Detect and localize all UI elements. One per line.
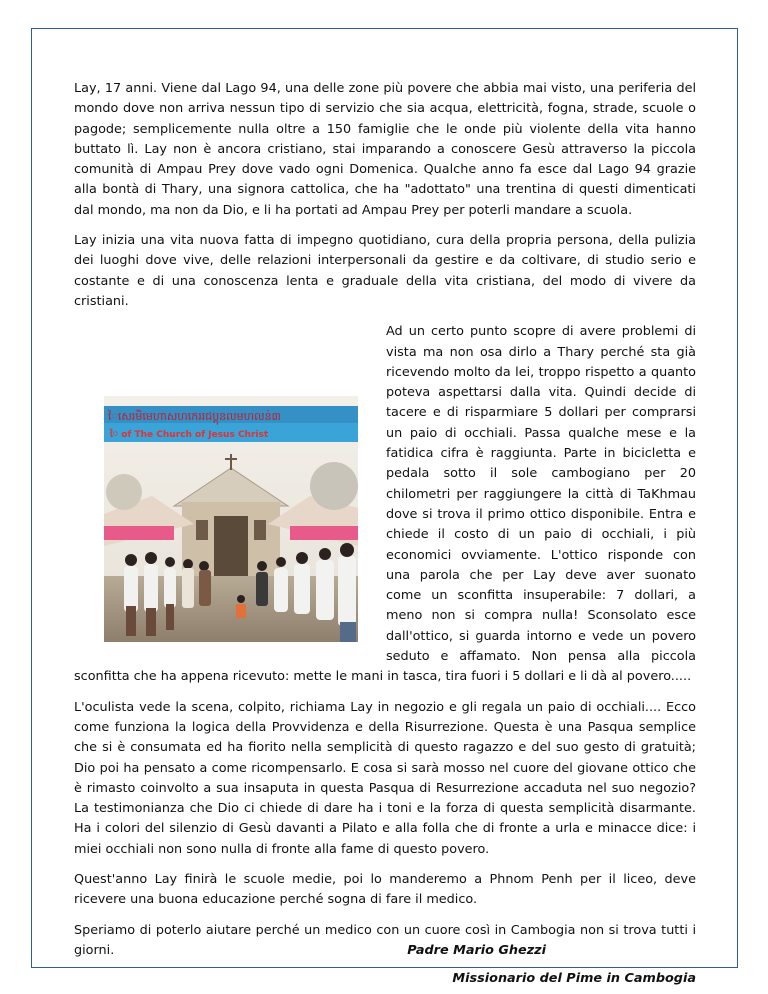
church-photo-image: [104, 396, 358, 642]
article-body: [74, 79, 696, 990]
paragraph-5: Quest'anno Lay finirà le scuole medie, poi lo manderemo a Phnom Penh per il liceo, deve ricevere una buona educazione perché sogna di fare il medico.: [74, 871, 696, 908]
photo-banner-text: ៃ of The Church of Jesus Christ: [110, 430, 269, 441]
paragraph-6-text: Speriamo di poterlo aiutare perché un medico con un cuore così in Cambogia non si trova tutti i giorni.: [74, 922, 696, 958]
photo-float: [74, 382, 374, 658]
paragraph-2: Lay inizia una vita nuova fatta di impegno quotidiano, cura della propria persona, della pulizia dei luoghi dove vive, delle relazioni interpersonali da gestire e da coltivare, di studio serio e costante e di una conoscenza lenta e graduale della vita cristiana, del modo di vivere da cristiani.: [74, 233, 696, 309]
signature-name: Padre Mario Ghezzi: [407, 943, 546, 959]
paragraph-3: [74, 322, 696, 687]
paragraph-4: L'oculista vede la scena, colpito, richiama Lay in negozio e gli regala un paio di occhiali.... Ecco come funziona la logica della Provvidenza e della Risurrezione. Questa è una Pasqua semplice che si è consumata ed ha fiorito nella semplicità di questo ragazzo e del suo gesto di gratuità; Dio poi ha pensato a come ricompensarlo. E cosa si sarà mosso nel cuore del giovane ottico che è rimasto coinvolto a sua insaputa in questa Pasqua di Resurrezione accaduta nel suo negozio? La testimonianza che Dio ci chiede di dare ha i toni e la forza di questa semplicità disarmante. Ha i colori del silenzio di Gesù davanti a Pilato e alla folla che di fronte a urla e minacce dice: i miei occhiali non sono nulla di fronte alla fame di questo povero.: [74, 699, 696, 857]
signature-title: Missionario del Pime in Cambogia: [452, 971, 696, 987]
paragraph-3-text: Ad un certo punto scopre di avere problemi di vista ma non osa dirlo a Thary perché sta già ricevendo molto da lei, troppo rispetto a quanto poteva aspettarsi dalla vita. Quindi decide di tacere e di risparmiare 5 dollari per comprarsi un paio di occhiali. Passa qualche mese e la fatidica cifra è raggiunta. Parte in bicicletta e pedala sotto il sole cambogiano per 20 chilometri per raggiungere la città di TaKhmau dove si trova il primo ottico disponibile. Entra e chiede il costo di un paio di occhiali, i più economici ovviamente. L'ottico risponde con una parola che per Lay deve aver suonato come un sconfitta insuperabile: 7 dollari, a meno non si compra nulla! Sconsolato esce dall'ottico, si guarda intorno e vede un povero seduto e affamato. Non pensa alla piccola sconfitta che ha appena ricevuto: mette le mani in tasca, tira fuori i 5 dollari e li dà al povero.....: [74, 324, 696, 685]
paragraph-1: Lay, 17 anni. Viene dal Lago 94, una delle zone più povere che abbia mai visto, una periferia del mondo dove non arriva nessun tipo di servizio che sia acqua, elettricità, fogna, strade, scuole o pagode; semplicemente nulla oltre a 150 famiglie che le onde più violente della vita hanno buttato lì. Lay non è ancora cristiano, stai imparando a conoscere Gesù attraverso la piccola comunità di Ampau Prey dove vado ogni Domenica. Qualche anno fa esce dal Lago 94 grazie alla bontà di Thary, una signora cattolica, che ha "adottato" una trentina di questi dimenticati dal mondo, ma non da Dio, e li ha portati ad Ampau Prey per poterli mandare a scuola.: [74, 81, 696, 218]
svg-text:ៃសេរមិមេហាសហកេររជប្តុនលមហលន់៣: ៃសេរមិមេហាសហកេររជប្តុនលមហលន់៣: [108, 410, 281, 424]
church-photo: [104, 396, 358, 642]
